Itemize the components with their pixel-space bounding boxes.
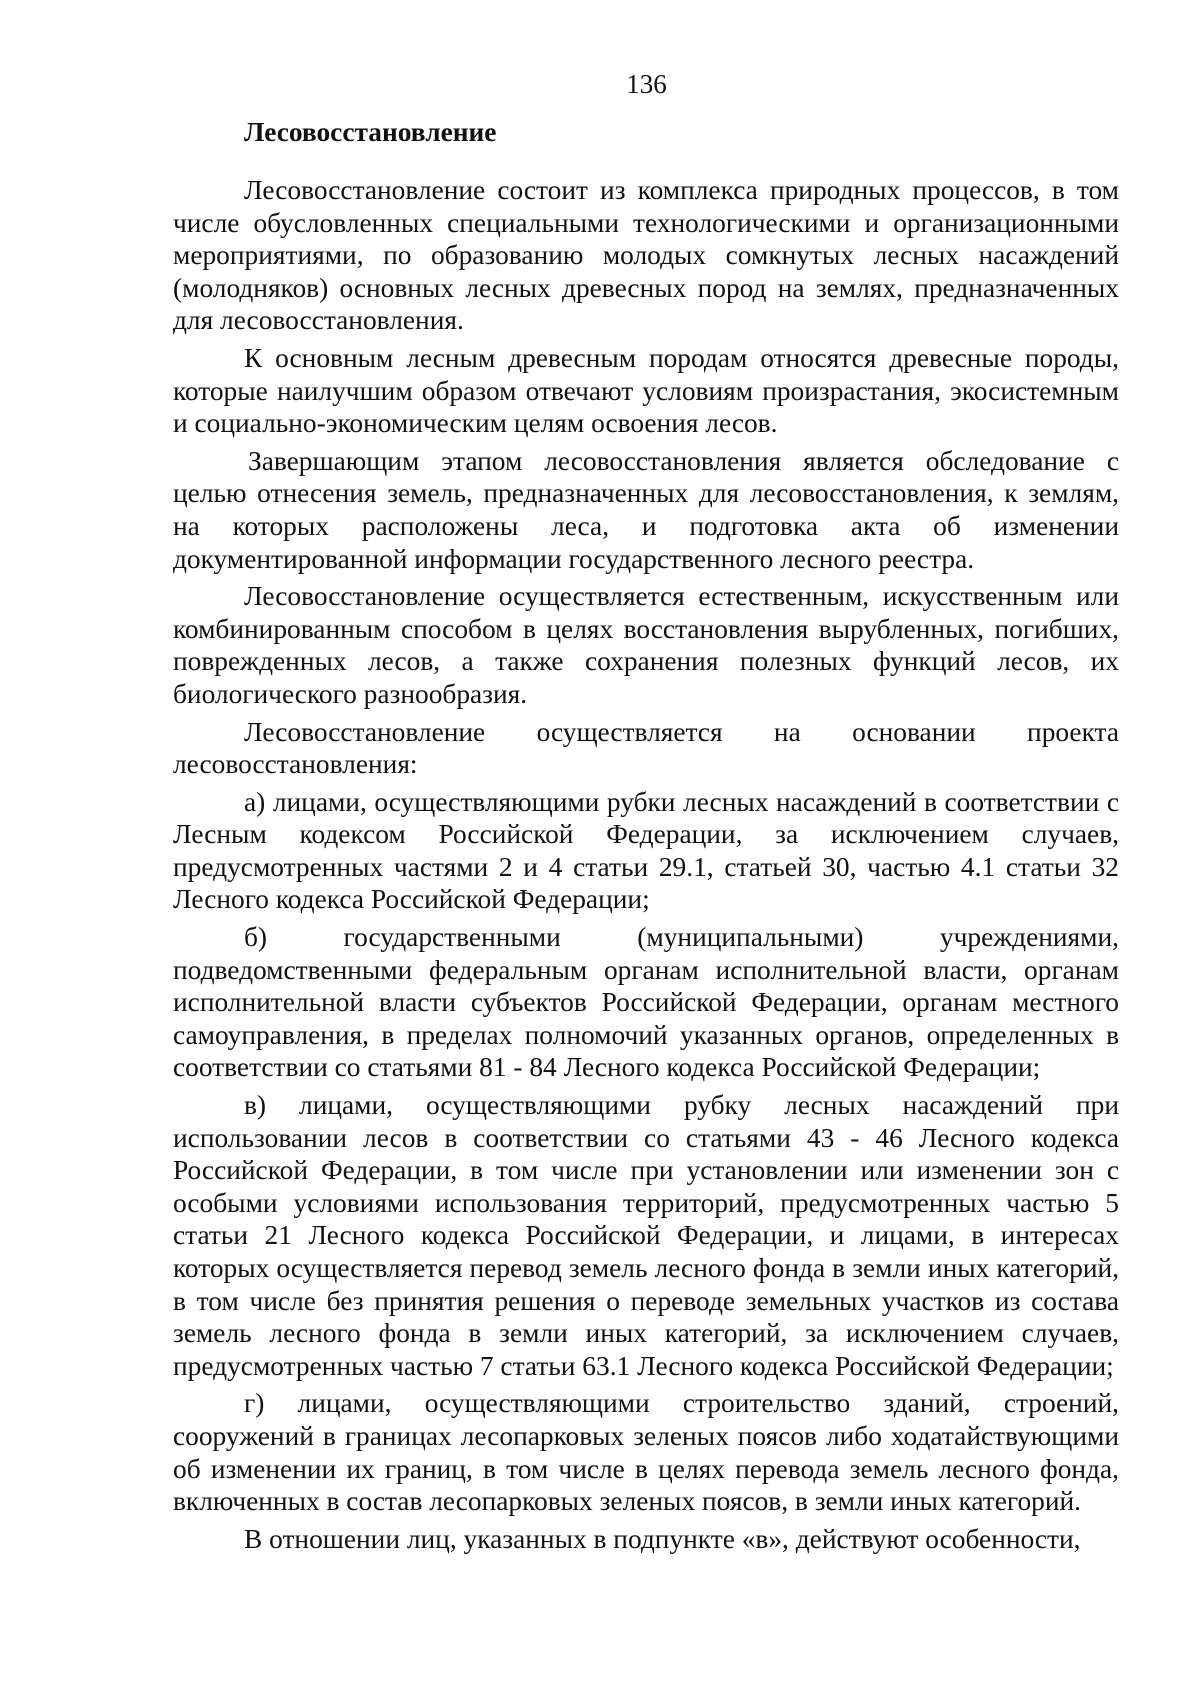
paragraph: К основным лесным древесным породам относятся древесные породы, которые наилучшим образом отвечают условиям произрастания, экосистемным и социально-экономическим целям освоения лесов.	[173, 342, 1119, 439]
paragraph: Лесовосстановление осуществляется на основании проекта лесовосстановления:	[173, 716, 1119, 780]
list-item: б) государственными (муниципальными) учреждениями, подведомственными федеральным органам исполнительной власти, органам исполнительной власти субъектов Российской Федерации, органам местного самоуправления, в пределах полномочий указанных органов, определенных в соответствии со статьями 81 - 84 Лесного кодекса Российской Федерации;	[173, 922, 1119, 1083]
paragraph: В отношении лиц, указанных в подпункте «в», действуют особенности,	[244, 1523, 1081, 1554]
section-heading: Лесовосстановление	[244, 117, 497, 147]
list-item: г) лицами, осуществляющими строительство зданий, строений, сооружений в границах лесопарковых зеленых поясов либо ходатайствующими об изменении их границ, в том числе в целях перевода земель лесного фонда, включенных в состав лесопарковых зеленых поясов, в земли иных категорий.	[173, 1388, 1119, 1517]
page-content	[173, 112, 1119, 1555]
paragraph: Завершающим этапом лесовосстановления является обследование с целью отнесения земель, предназначенных для лесовосстановления, к землям, на которых расположены леса, и подготовка акта об изменении документированной информации государственного лесного реестра.	[173, 445, 1119, 574]
paragraph: Лесовосстановление состоит из комплекса природных процессов, в том числе обусловленных специальными технологическими и организационными мероприятиями, по образованию молодых сомкнутых лесных насаждений (молодняков) основных лесных древесных пород на землях, предназначенных для лесовосстановления.	[173, 175, 1119, 336]
list-item: в) лицами, осуществляющими рубку лесных насаждений при использовании лесов в соответствии со статьями 43 - 46 Лесного кодекса Российской Федерации, в том числе при установлении или изменении зон с особыми условиями использования территорий, предусмотренных частью 5 статьи 21 Лесного кодекса Российской Федерации, и лицами, в интересах которых осуществляется перевод земель лесного фонда в земли иных категорий, в том числе без принятия решения о переводе земельных участков из состава земель лесного фонда в земли иных категорий, за исключением случаев, предусмотренных частью 7 статьи 63.1 Лесного кодекса Российской Федерации;	[173, 1090, 1119, 1381]
page-number: 136	[626, 69, 667, 99]
list-item: а) лицами, осуществляющими рубки лесных насаждений в соответствии с Лесным кодексом Российской Федерации, за исключением случаев, предусмотренных частями 2 и 4 статьи 29.1, статьей 30, частью 4.1 статьи 32 Лесного кодекса Российской Федерации;	[173, 786, 1119, 915]
paragraph: Лесовосстановление осуществляется естественным, искусственным или комбинированным способом в целях восстановления вырубленных, погибших, поврежденных лесов, а также сохранения полезных функций лесов, их биологического разнообразия.	[173, 581, 1119, 709]
